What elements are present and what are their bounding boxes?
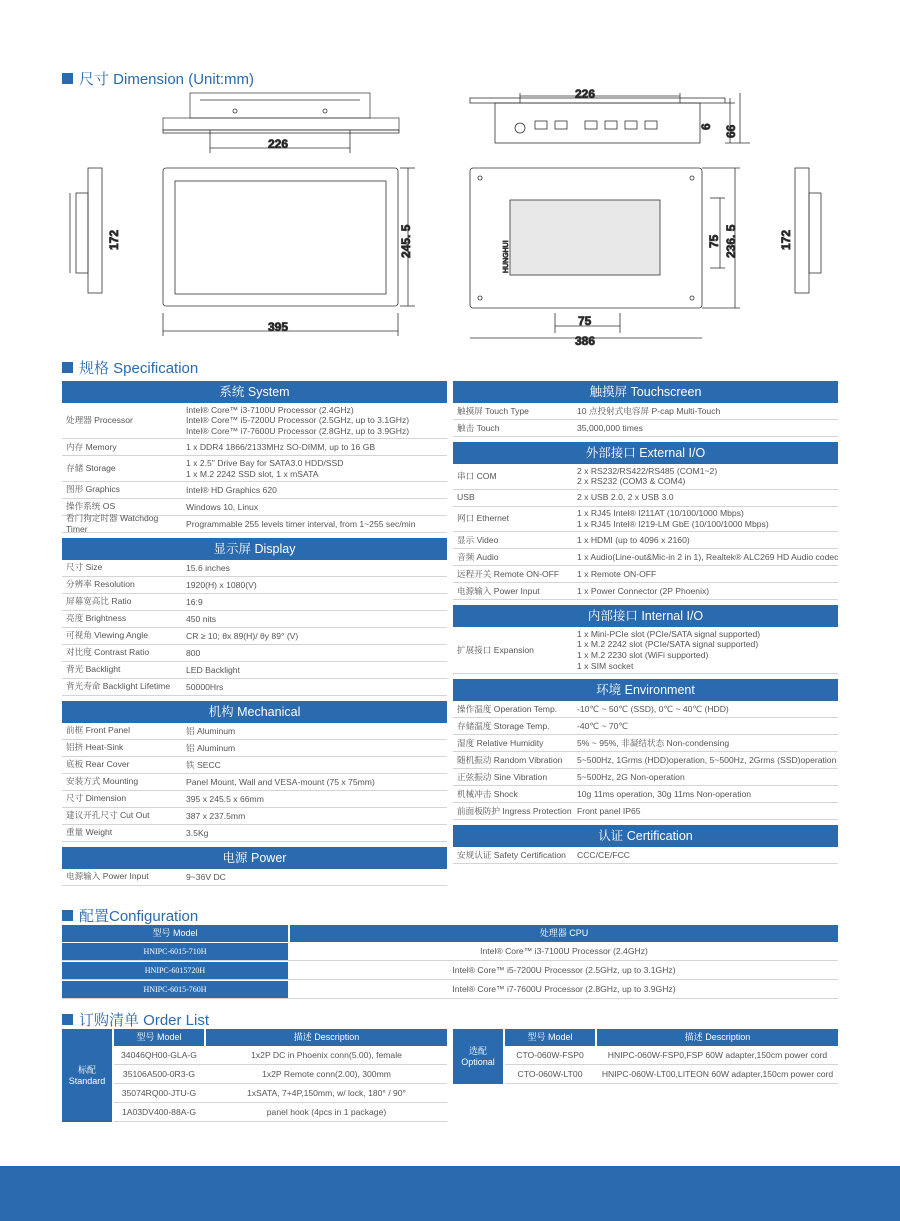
- config-header-model: 型号 Model: [62, 925, 288, 942]
- spec-row: [62, 791, 447, 808]
- spec-value-line: Intel® Core™ i7-7600U Processor (2.8GHz, up to 3.9GHz): [186, 426, 410, 437]
- spec-value: [182, 648, 447, 659]
- spec-value-line: 9~36V DC: [186, 871, 226, 882]
- spec-value: [573, 552, 838, 563]
- spec-value: [573, 535, 838, 546]
- config-header-cpu: 处理器 CPU: [290, 925, 838, 942]
- square-bullet-icon: [62, 73, 73, 84]
- spec-key: 操作温度 Operation Temp.: [457, 703, 558, 714]
- dim-label-245: 245. 5: [399, 224, 413, 258]
- spec-row: [453, 566, 838, 583]
- spec-value: [182, 597, 447, 608]
- order-header-model: 型号 Model: [505, 1029, 595, 1046]
- spec-row: [453, 803, 838, 820]
- order-model: 35074RQ00-JTU-G: [121, 1088, 197, 1098]
- spec-section-header: 电源 Power: [62, 847, 447, 869]
- side-view-left-drawing: [70, 168, 102, 293]
- config-model: HNIPC-6015-710H: [62, 943, 288, 960]
- dim-label-75-horizontal: 75: [578, 314, 592, 328]
- spec-value: [182, 743, 447, 754]
- spec-key: 随机振动 Random Vibration: [457, 754, 563, 765]
- spec-value-line: -40℃ ~ 70℃: [577, 720, 629, 731]
- spec-value-line: 铁 SECC: [186, 759, 221, 770]
- order-row: [114, 1066, 447, 1084]
- spec-value: [182, 485, 447, 496]
- spec-key: 建议开孔尺寸 Cut Out: [66, 810, 150, 821]
- spec-value-line: 387 x 237.5mm: [186, 810, 246, 821]
- spec-value: [573, 721, 838, 732]
- config-cpu: Intel® Core™ i3-7100U Processor (2.4GHz): [480, 946, 648, 956]
- spec-key: 底板 Rear Cover: [66, 759, 130, 770]
- side-view-right-drawing: [795, 168, 821, 293]
- spec-value-line: 1 x Mini-PCIe slot (PCIe/SATA signal supported): [577, 628, 761, 639]
- spec-key: 串口 COM: [457, 470, 497, 481]
- spec-row: [62, 869, 447, 886]
- spec-key: 扩展接口 Expansion: [457, 644, 534, 655]
- spec-key: 远程开关 Remote ON-OFF: [457, 568, 560, 579]
- spec-row: [453, 847, 838, 864]
- spec-row: [62, 512, 447, 534]
- config-model: HNIPC-6015-760H: [62, 981, 288, 998]
- spec-value-line: 2 x RS232/RS422/RS485 (COM1~2): [577, 465, 718, 476]
- spec-value: [573, 772, 838, 783]
- spec-key: 铝挤 Heat-Sink: [66, 742, 124, 753]
- spec-value-line: 5~500Hz, 2G Non-operation: [577, 771, 685, 782]
- order-optional-label: 选配 Optional: [453, 1029, 503, 1084]
- spec-value: [182, 794, 447, 805]
- dim-label-66: 66: [724, 124, 738, 138]
- spec-row: [453, 769, 838, 786]
- dim-label-236: 236. 5: [724, 224, 738, 258]
- spec-value-line: 铝 Aluminum: [186, 742, 236, 753]
- spec-key: 操作系统 OS: [66, 501, 116, 512]
- spec-row: [453, 786, 838, 803]
- spec-key: 网口 Ethernet: [457, 513, 510, 524]
- spec-value: [573, 704, 838, 715]
- spec-value: [182, 563, 447, 574]
- spec-row: [62, 757, 447, 774]
- dim-label-172-left: 172: [107, 229, 121, 250]
- spec-key: 前框 Front Panel: [66, 725, 131, 736]
- spec-section-header: 外部接口 External I/O: [453, 442, 838, 464]
- spec-value-line: 5% ~ 95%, 非凝结状态 Non-condensing: [577, 737, 730, 748]
- spec-section-touch: [453, 381, 838, 437]
- spec-value-line: 1 x M.2 2242 slot (PCIe/SATA signal supported): [577, 639, 759, 650]
- spec-value: [573, 508, 838, 530]
- order-desc: 1xSATA, 7+4P,150mm, w/ lock, 180° / 90°: [246, 1088, 406, 1098]
- spec-section-header: 机构 Mechanical: [62, 701, 447, 723]
- order-standard-table: [62, 1029, 447, 1122]
- spec-left-column: [62, 381, 447, 886]
- dimension-drawing: [60, 88, 850, 353]
- rear-view-drawing: [470, 168, 740, 338]
- spec-title: 规格 Specification: [62, 357, 198, 378]
- spec-row: [62, 594, 447, 611]
- spec-row: [453, 735, 838, 752]
- spec-value-line: 35,000,000 times: [577, 422, 643, 433]
- order-model: CTO-060W-LT00: [517, 1069, 583, 1079]
- spec-row: [62, 662, 447, 679]
- spec-section-header: 系统 System: [62, 381, 447, 403]
- spec-value: [182, 777, 447, 788]
- order-model: 35106A500-0R3-G: [122, 1069, 196, 1079]
- spec-value: [182, 726, 447, 737]
- order-desc: panel hook (4pcs in 1 package): [266, 1107, 387, 1117]
- spec-value-line: 1920(H) x 1080(V): [186, 579, 257, 590]
- spec-value-line: Front panel IP65: [577, 805, 641, 816]
- spec-row: [453, 464, 838, 490]
- order-row: [114, 1047, 447, 1065]
- spec-key: 显示 Video: [457, 534, 499, 545]
- spec-row: [453, 752, 838, 769]
- spec-value-line: 10 点投射式电容屏 P-cap Multi-Touch: [577, 405, 721, 416]
- spec-value: [573, 466, 838, 488]
- spec-value: [573, 738, 838, 749]
- spec-value: [573, 789, 838, 800]
- spec-section-env: [453, 679, 838, 820]
- spec-value-line: 1 x RJ45 Intel® I219-LM GbE (10/100/1000 Mbps): [577, 518, 769, 529]
- spec-value: [573, 755, 838, 766]
- dim-label-172-right: 172: [779, 229, 793, 250]
- spec-key: 电源输入 Power Input: [66, 871, 149, 882]
- spec-key: USB: [457, 492, 475, 503]
- spec-value-line: 395 x 245.5 x 66mm: [186, 793, 264, 804]
- spec-key: 触摸屏 Touch Type: [457, 405, 529, 416]
- spec-key: 屏幕宽高比 Ratio: [66, 596, 132, 607]
- spec-key: 看门狗定时器 Watchdog Timer: [66, 512, 159, 534]
- spec-row: [453, 583, 838, 600]
- spec-key: 内存 Memory: [66, 441, 117, 452]
- spec-value-line: 800: [186, 647, 201, 658]
- spec-row: [62, 774, 447, 791]
- spec-value-line: 16:9: [186, 596, 203, 607]
- spec-value-line: 1 x 2.5" Drive Bay for SATA3.0 HDD/SSD: [186, 457, 344, 468]
- order-optional-table: [453, 1029, 838, 1084]
- spec-row: [453, 549, 838, 566]
- spec-value-line: 1 x SIM socket: [577, 661, 634, 672]
- spec-value-line: 10g 11ms operation, 30g 11ms Non-operation: [577, 788, 752, 799]
- config-table: [62, 925, 838, 999]
- spec-value-line: 2 x RS232 (COM3 & COM4): [577, 476, 686, 487]
- spec-section-power: [62, 847, 447, 886]
- spec-row: [62, 403, 447, 439]
- spec-row: [453, 701, 838, 718]
- spec-value-line: 1 x Remote ON-OFF: [577, 568, 657, 579]
- order-standard-label: 标配 Standard: [62, 1029, 112, 1122]
- spec-key: 可视角 Viewing Angle: [66, 630, 149, 641]
- spec-value: [182, 872, 447, 883]
- spec-row: [453, 507, 838, 533]
- config-cpu: Intel® Core™ i5-7200U Processor (2.5GHz, up to 3.1GHz): [452, 965, 676, 975]
- spec-value-line: 3.5Kg: [186, 827, 209, 838]
- spec-row: [62, 611, 447, 628]
- spec-value-line: LED Backlight: [186, 664, 240, 675]
- bottom-view-drawing: [470, 93, 750, 143]
- spec-value-line: 1 x M.2 2242 SSD slot, 1 x mSATA: [186, 468, 319, 479]
- spec-row: [62, 482, 447, 499]
- spec-value-line: 1 x DDR4 1866/2133MHz SO-DIMM, up to 16 GB: [186, 441, 376, 452]
- spec-value: [573, 586, 838, 597]
- spec-value-line: CR ≥ 10; θx 89(H)/ θy 89° (V): [186, 630, 299, 641]
- spec-row: [62, 808, 447, 825]
- order-title: 订购清单 Order List: [62, 1009, 209, 1030]
- spec-value-line: CCC/CE/FCC: [577, 849, 630, 860]
- spec-value-line: 15.6 inches: [186, 562, 230, 573]
- spec-row: [453, 532, 838, 549]
- spec-value: [182, 580, 447, 591]
- spec-row: [62, 740, 447, 757]
- spec-key: 对比度 Contrast Ratio: [66, 647, 150, 658]
- spec-value: [182, 811, 447, 822]
- order-header-desc: 描述 Description: [206, 1029, 447, 1046]
- spec-value: [182, 682, 447, 693]
- spec-section-header: 显示屏 Display: [62, 538, 447, 560]
- spec-value-line: 5~500Hz, 1Grms (HDD)operation, 5~500Hz, 2Grms (SSD)operation: [577, 754, 837, 765]
- spec-value: [182, 442, 447, 453]
- order-desc: HNIPC-060W-LT00,LITEON 60W adapter,150cm power cord: [601, 1069, 834, 1079]
- spec-key: 音频 Audio: [457, 551, 499, 562]
- spec-right-column: [453, 381, 838, 864]
- spec-value-line: 1 x HDMI (up to 4096 x 2160): [577, 534, 690, 545]
- spec-value: [182, 665, 447, 676]
- spec-value-line: Intel® Core™ i3-7100U Processor (2.4GHz): [186, 404, 354, 415]
- spec-key: 背光 Backlight: [66, 664, 121, 675]
- spec-key: 尺寸 Dimension: [66, 793, 127, 804]
- spec-value: [182, 502, 447, 513]
- front-view-drawing: [163, 168, 415, 336]
- order-row: [114, 1104, 447, 1122]
- spec-key: 安装方式 Mounting: [66, 776, 139, 787]
- spec-value: [573, 850, 838, 861]
- spec-row: [453, 420, 838, 437]
- spec-value-line: -10℃ ~ 50℃ (SSD), 0℃ ~ 40℃ (HDD): [577, 703, 729, 714]
- spec-value: [573, 406, 838, 417]
- spec-row: [453, 403, 838, 420]
- spec-value-line: 450 nits: [186, 613, 217, 624]
- config-row: [62, 962, 838, 980]
- spec-key: 重量 Weight: [66, 827, 113, 838]
- spec-value: [182, 458, 447, 480]
- config-row: [62, 943, 838, 961]
- spec-key: 正弦振动 Sine Vibration: [457, 771, 548, 782]
- spec-key: 亮度 Brightness: [66, 613, 127, 624]
- spec-row: [62, 679, 447, 696]
- spec-value-line: Intel® Core™ i5-7200U Processor (2.5GHz, up to 3.1GHz): [186, 415, 410, 426]
- config-cpu: Intel® Core™ i7-7600U Processor (2.8GHz, up to 3.9GHz): [452, 984, 676, 994]
- order-model: 34046QH00-GLA-G: [121, 1050, 197, 1060]
- spec-value: [182, 760, 447, 771]
- spec-value-line: 50000Hrs: [186, 681, 224, 692]
- spec-value-line: 铝 Aluminum: [186, 725, 236, 736]
- spec-section-mechanical: [62, 701, 447, 842]
- order-desc: 1x2P Remote conn(2.00), 300mm: [262, 1069, 391, 1079]
- spec-key: 处理器 Processor: [66, 415, 133, 426]
- spec-key: 湿度 Relative Humidity: [457, 737, 544, 748]
- spec-row: [62, 456, 447, 482]
- spec-row: [453, 627, 838, 674]
- spec-key: 尺寸 Size: [66, 562, 103, 573]
- dim-label-386: 386: [575, 334, 596, 348]
- spec-value: [573, 629, 838, 672]
- order-desc: HNIPC-060W-FSP0,FSP 60W adapter,150cm power cord: [607, 1050, 828, 1060]
- order-row: [505, 1066, 838, 1084]
- spec-value-line: 1 x Audio(Line-out&Mic-in 2 in 1), Realtek® ALC269 HD Audio codec: [577, 551, 838, 562]
- config-model: HNIPC-6015720H: [62, 962, 288, 979]
- footer-bar: [0, 1166, 900, 1221]
- spec-key: 安规认证 Safety Certification: [457, 849, 566, 860]
- spec-section-header: 内部接口 Internal I/O: [453, 605, 838, 627]
- spec-row: [62, 645, 447, 662]
- spec-row: [62, 577, 447, 594]
- spec-section-system: [62, 381, 447, 533]
- dim-label-226-bottom: 226: [575, 88, 596, 101]
- spec-section-header: 触摸屏 Touchscreen: [453, 381, 838, 403]
- spec-value-line: Panel Mount, Wall and VESA-mount (75 x 75mm): [186, 776, 375, 787]
- config-title: 配置Configuration: [62, 905, 198, 926]
- spec-row: [62, 723, 447, 740]
- order-row: [505, 1047, 838, 1065]
- dim-label-395: 395: [268, 320, 289, 334]
- spec-value: [573, 423, 838, 434]
- spec-key: 触击 Touch: [457, 422, 500, 433]
- spec-value: [573, 569, 838, 580]
- spec-value: [182, 828, 447, 839]
- spec-section-internal: [453, 605, 838, 674]
- spec-key: 图形 Graphics: [66, 484, 120, 495]
- order-header-desc: 描述 Description: [597, 1029, 838, 1046]
- dim-label-75-vertical: 75: [707, 234, 721, 248]
- spec-key: 机械冲击 Shock: [457, 788, 518, 799]
- spec-row: [62, 439, 447, 456]
- dim-label-6: 6: [699, 123, 713, 130]
- spec-row: [453, 490, 838, 507]
- spec-key: 电源输入 Power Input: [457, 585, 540, 596]
- spec-row: [62, 560, 447, 577]
- config-row: [62, 981, 838, 999]
- order-header-model: 型号 Model: [114, 1029, 204, 1046]
- spec-value: [573, 806, 838, 817]
- spec-value-line: 1 x Power Connector (2P Phoenix): [577, 585, 710, 596]
- spec-key: 分辨率 Resolution: [66, 579, 135, 590]
- spec-section-cert: [453, 825, 838, 864]
- spec-value-line: 2 x USB 2.0, 2 x USB 3.0: [577, 492, 674, 503]
- spec-value: [182, 614, 447, 625]
- spec-value-line: 1 x RJ45 Intel® I211AT (10/100/1000 Mbps): [577, 508, 744, 519]
- order-model: 1A03DV400-88A-G: [121, 1107, 197, 1117]
- spec-value: [573, 492, 838, 503]
- spec-value: [182, 405, 447, 437]
- spec-value: [182, 631, 447, 642]
- spec-value-line: Intel® HD Graphics 620: [186, 484, 277, 495]
- spec-key: 存储 Storage: [66, 463, 116, 474]
- square-bullet-icon: [62, 362, 73, 373]
- spec-section-io: [453, 442, 838, 600]
- brand-logo: HUNGHUI: [503, 240, 510, 273]
- spec-key: 存储温度 Storage Temp.: [457, 720, 550, 731]
- spec-row: [453, 718, 838, 735]
- spec-section-header: 认证 Certification: [453, 825, 838, 847]
- spec-value-line: Programmable 255 levels timer interval, from 1~255 sec/min: [186, 518, 416, 529]
- spec-value-line: Windows 10, Linux: [186, 501, 259, 512]
- spec-row: [62, 628, 447, 645]
- spec-key: 前面板防护 Ingress Protection: [457, 805, 572, 816]
- square-bullet-icon: [62, 1014, 73, 1025]
- spec-value-line: 1 x M.2 2230 slot (WiFi supported): [577, 650, 709, 661]
- spec-row: [62, 825, 447, 842]
- dim-label-226-top: 226: [268, 137, 289, 151]
- order-model: CTO-060W-FSP0: [516, 1050, 584, 1060]
- order-desc: 1x2P DC in Phoenix conn(5.00), female: [251, 1050, 402, 1060]
- spec-key: 背光寿命 Backlight Lifetime: [66, 681, 171, 692]
- spec-section-display: [62, 538, 447, 696]
- square-bullet-icon: [62, 910, 73, 921]
- spec-value: [182, 519, 447, 530]
- spec-section-header: 环境 Environment: [453, 679, 838, 701]
- dimension-title: 尺寸 Dimension (Unit:mm): [62, 68, 254, 89]
- order-row: [114, 1085, 447, 1103]
